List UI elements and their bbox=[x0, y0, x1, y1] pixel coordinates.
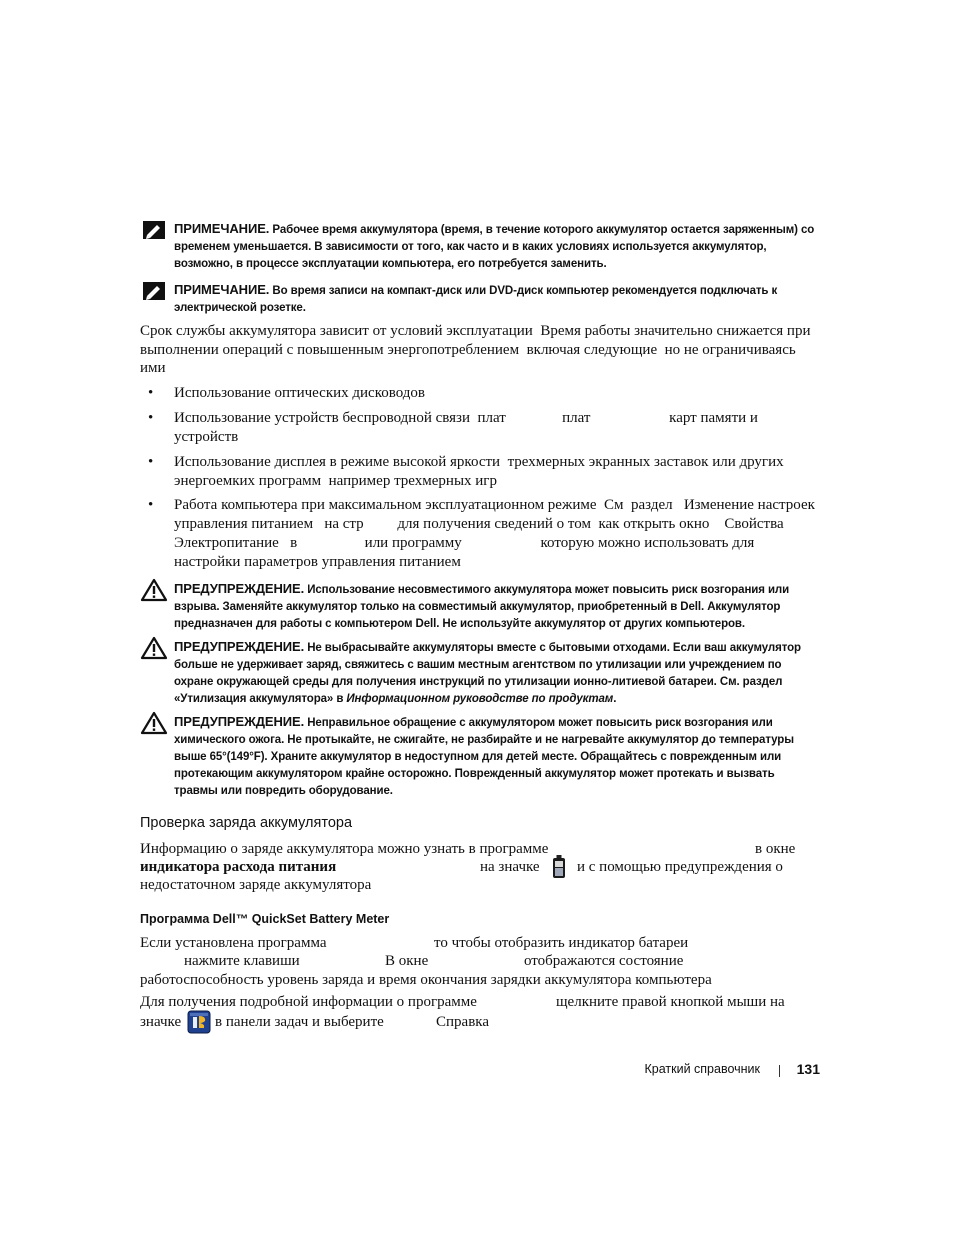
power-meter-name: индикатора расхода питания bbox=[140, 859, 337, 875]
warning-triangle-icon bbox=[140, 711, 168, 735]
quickset-line-2a: нажмите клавиши bbox=[184, 953, 300, 969]
list-item-text: Использование оптических дисководов bbox=[174, 385, 426, 401]
warning-text: Неправильное обращение с аккумулятором может повысить риск возгорания или химического ожога. Не протыкайте, не сжигайте, не разбирайте и не нагревайте аккумулятор до температуры выше 65°(149°F). Храните аккумулятор в недоступном для детей месте. Обращайтесь с поврежденным или протекающим аккумулятором крайне осторожно. Поврежденный аккумулятор может протекать и вызвать травмы или повредить оборудование. bbox=[174, 717, 794, 797]
bullet-dot: • bbox=[148, 385, 154, 401]
pencil-note-icon bbox=[143, 282, 165, 300]
section-paragraph bbox=[140, 840, 815, 896]
section-line-2-end: и с помощью предупреждения о bbox=[577, 859, 783, 875]
help-line-1a: Для получения подробной информации о программе bbox=[140, 994, 477, 1010]
quickset-subheading: Программа Dell™ QuickSet Battery Meter bbox=[140, 912, 390, 926]
list-item-text: Работа компьютера при максимальном эксплуатационном режиме См раздел Изменение настроек управления питанием на стр для получения сведений о том как открыть окно Свойства Электропитание в или программу которую можно использовать для настройки параметров управления питанием bbox=[174, 497, 819, 570]
warning-label: ПРЕДУПРЕЖДЕНИЕ. bbox=[174, 714, 305, 729]
help-line-2b: в панели задач и выберите bbox=[215, 1014, 384, 1030]
battery-icon bbox=[552, 855, 566, 879]
intro-paragraph: Срок службы аккумулятора зависит от условий эксплуатации Время работы значительно снижается при выполнении операций с повышенным энергопотреблением включая следующие но не ограничиваясь ими bbox=[140, 323, 815, 376]
section-line-1-start: Информацию о заряде аккумулятора можно узнать в программе bbox=[140, 841, 549, 857]
quickset-icon bbox=[187, 1010, 211, 1034]
section-line-2-mid: на значке bbox=[480, 859, 540, 875]
quickset-paragraph bbox=[140, 934, 815, 992]
quickset-line-1a: Если установлена программа bbox=[140, 935, 327, 951]
list-item-text: Использование дисплея в режиме высокой яркости трехмерных экранных заставок или других энергоемких программ например трехмерных игр bbox=[174, 454, 788, 489]
bullet-dot: • bbox=[148, 410, 154, 426]
warning-doc-title: Информационном руководстве по продуктам bbox=[346, 693, 614, 705]
help-menu-item: Справка bbox=[436, 1014, 489, 1030]
quickset-line-3: работоспособность уровень заряда и время окончания зарядки аккумулятора компьютера bbox=[140, 972, 712, 988]
quickset-line-2c: отображаются состояние bbox=[524, 953, 684, 969]
help-line-2a: значке bbox=[140, 1014, 182, 1030]
warning-text-tail: . bbox=[613, 693, 617, 705]
pencil-note-icon bbox=[143, 221, 165, 239]
quickset-line-1b: то чтобы отобразить индикатор батареи bbox=[434, 935, 689, 951]
section-line-3: недостаточном заряде аккумулятора bbox=[140, 877, 372, 893]
quickset-line-2b: В окне bbox=[385, 953, 429, 969]
bullet-dot: • bbox=[148, 454, 154, 470]
warning-label: ПРЕДУПРЕЖДЕНИЕ. bbox=[174, 639, 305, 654]
section-heading: Проверка заряда аккумулятора bbox=[140, 815, 353, 831]
note-text: Рабочее время аккумулятора (время, в течение которого аккумулятор остается заряженным) со временем уменьшается. В зависимости от того, как часто и в каких условиях используется аккумулятор, возможно, в процессе эксплуатации компьютера, его потребуется заменить. bbox=[174, 224, 815, 270]
note-label: ПРИМЕЧАНИЕ. bbox=[174, 221, 270, 236]
warning-triangle-icon bbox=[140, 578, 168, 602]
bullet-dot: • bbox=[148, 497, 154, 513]
warning-text: Использование несовместимого аккумулятора может повысить риск возгорания или взрыва. Заменяйте аккумулятор только на совместимый аккумулятор, приобретенный в Dell. Аккумулятор предназначен для работы с компьютером Dell. Не используйте аккумулятор от других компьютеров. bbox=[174, 584, 790, 630]
help-line-1b: щелкните правой кнопкой мыши на bbox=[556, 994, 785, 1010]
footer-divider bbox=[779, 1065, 780, 1077]
footer-section-title: Краткий справочник bbox=[644, 1062, 760, 1076]
note-label: ПРИМЕЧАНИЕ. bbox=[174, 282, 270, 297]
note-text: Во время записи на компакт-диск или DVD-диск компьютер рекомендуется подключать к электрической розетке. bbox=[174, 285, 778, 314]
warning-text: Не выбрасывайте аккумуляторы вместе с бытовыми отходами. Если ваш аккумулятор больше не удерживает заряд, свяжитесь с вашим местным агентством по утилизации или учреждением по охране окружающей среды для получения инструкций по утилизации ионно-литиевой батареи. См. раздел «Утилизация аккумулятора» в bbox=[174, 642, 801, 705]
list-item-text: Использование устройств беспроводной связи плат плат карт памяти и устройств bbox=[174, 410, 762, 445]
page-footer bbox=[560, 1062, 820, 1082]
warning-label: ПРЕДУПРЕЖДЕНИЕ. bbox=[174, 581, 305, 596]
section-line-1-end: в окне bbox=[755, 841, 796, 857]
help-paragraph bbox=[140, 993, 815, 1037]
page-number: 131 bbox=[796, 1061, 820, 1077]
warning-triangle-icon bbox=[140, 636, 168, 660]
